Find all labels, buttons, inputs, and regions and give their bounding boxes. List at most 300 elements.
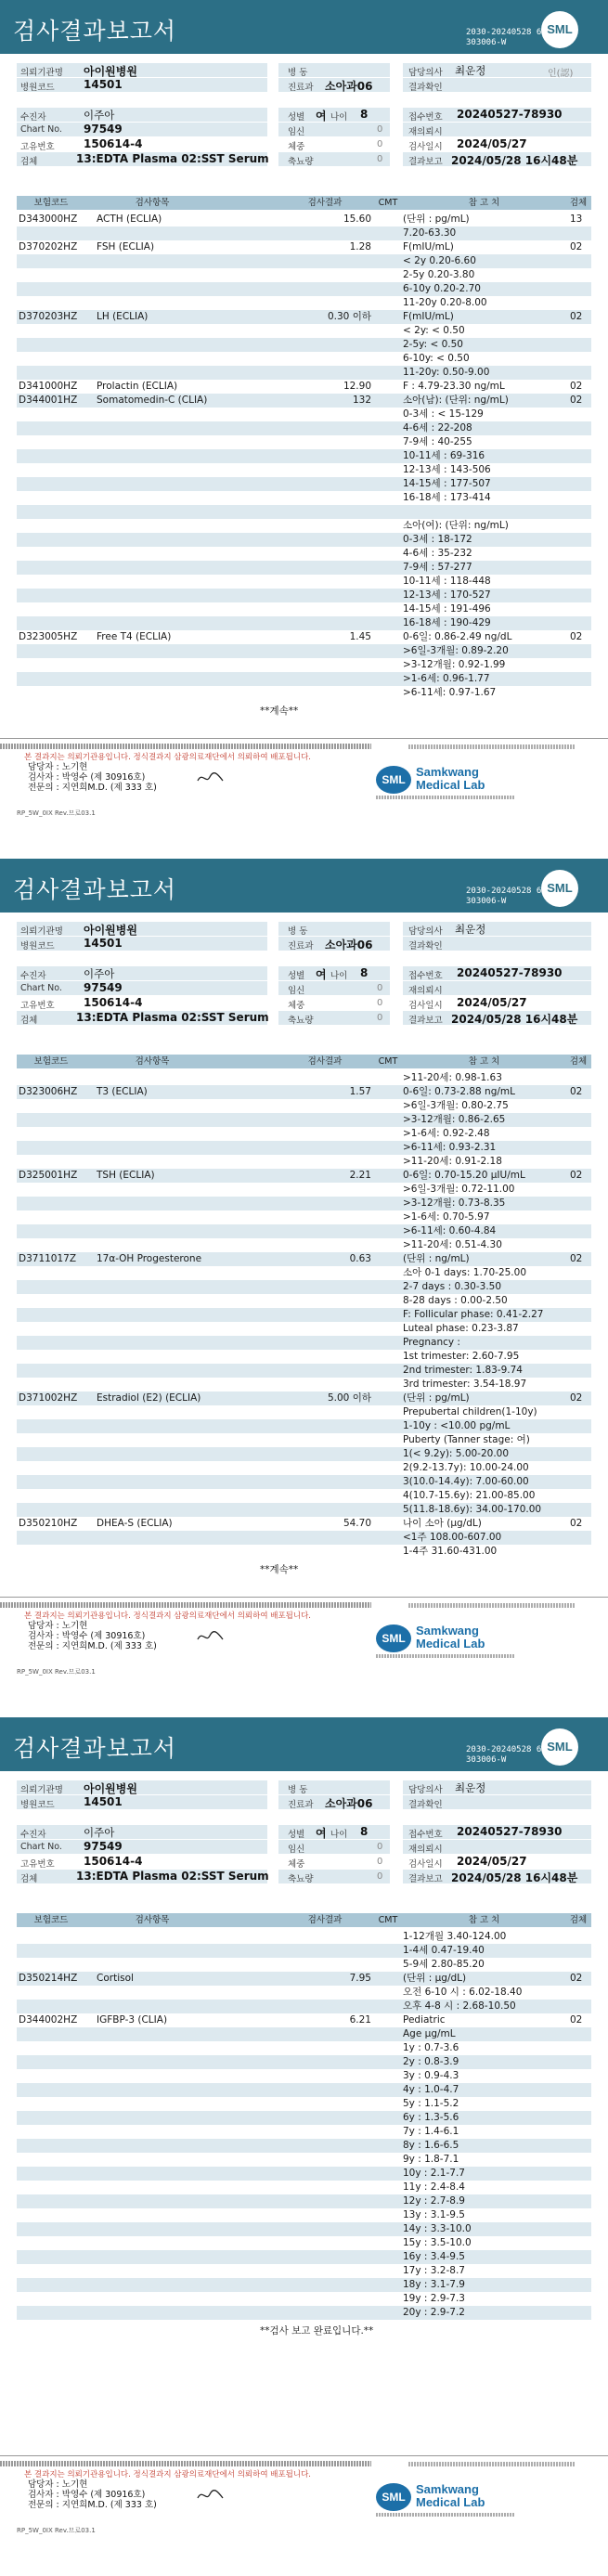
- row-reference: 17y : 3.2-8.7: [403, 2265, 465, 2276]
- row-result: 0.30 이하: [327, 311, 371, 322]
- row-result: 5.00 이하: [327, 1392, 371, 1404]
- age-value: 8: [360, 1825, 369, 1838]
- row-result: [278, 1294, 371, 1308]
- hospital-code-value: 14501: [84, 1795, 123, 1808]
- table-header-cell: 검사항목: [135, 198, 170, 208]
- row-reference: F(mIU/mL): [403, 311, 454, 322]
- table-header-cell: 참 고 치: [468, 1056, 500, 1067]
- urine-value: 0: [377, 1013, 383, 1023]
- doctor-label: 담당의사: [408, 68, 443, 78]
- footer-fineprint: [0, 744, 371, 749]
- tech-name: 노기현: [61, 1621, 88, 1631]
- lab-name: [416, 766, 485, 792]
- report-title: 검사결과보고서: [13, 876, 177, 903]
- chart-value: 97549: [84, 981, 123, 994]
- row-test-name: DHEA-S (ECLIA): [97, 1518, 173, 1529]
- row-reference: >3-12개월: 0.86-2.65: [403, 1114, 506, 1125]
- lab-name-line: Medical Lab: [416, 778, 485, 792]
- row-result: [278, 338, 371, 352]
- row-result: [278, 2292, 371, 2306]
- patient-value: 이주아: [84, 1826, 115, 1839]
- weight-value: 0: [377, 998, 383, 1008]
- row-reference: >1-6세: 0.70-5.97: [403, 1211, 490, 1223]
- row-result: [278, 1141, 371, 1155]
- table-header-cell: 보험코드: [33, 1056, 69, 1067]
- table-header-cell: 검체: [569, 1056, 588, 1067]
- row-reference: 3(10.0-14.4y): 7.00-60.00: [403, 1476, 529, 1487]
- row-result: [278, 533, 371, 547]
- row-reference: >6일-3개월: 0.89-2.20: [403, 645, 509, 656]
- specialist-row: [28, 783, 157, 793]
- signature-mark: [195, 1628, 226, 1645]
- row-reference: F : 4.79-23.30 ng/mL: [403, 381, 505, 392]
- table-header-cell: 참 고 치: [468, 198, 500, 208]
- barcode-line: 2030-20240528 6: [466, 1745, 542, 1754]
- row-result: [278, 2222, 371, 2236]
- row-reference: >3-12개월: 0.92-1.99: [403, 659, 506, 670]
- id-value: 150614-4: [84, 137, 143, 150]
- row-reference: 16-18세 : 190-429: [403, 617, 491, 628]
- doctor-value: 최운정: [455, 923, 486, 936]
- specimen-label: 검체: [20, 1016, 38, 1026]
- row-result: [278, 449, 371, 463]
- row-result: [278, 672, 371, 686]
- row-specimen-code: 02: [570, 1170, 583, 1181]
- footer-fineprint: [408, 2462, 576, 2466]
- ward-label: 병 동: [288, 68, 308, 78]
- tech-label: 담당자 :: [28, 762, 59, 772]
- receipt-label: 접수번호: [408, 971, 443, 981]
- row-result: [278, 1475, 371, 1489]
- dept-value: 소아과06: [325, 938, 373, 951]
- id-label: 고유번호: [20, 142, 55, 152]
- ward-label: 병 동: [288, 1785, 308, 1795]
- weight-value: 0: [377, 139, 383, 149]
- row-result: [278, 2236, 371, 2250]
- recheck-label: 재의뢰시: [408, 127, 443, 137]
- row-result: [278, 463, 371, 477]
- row-reference: (단위 : μg/dL): [403, 1973, 467, 1984]
- weight-value: 0: [377, 1857, 383, 1867]
- header-stripe: [17, 1825, 267, 1839]
- row-reference: Luteal phase: 0.23-3.87: [403, 1323, 519, 1334]
- hospital-value: 아이원병원: [84, 1782, 137, 1795]
- footer-divider: [0, 738, 608, 739]
- row-code: D350214HZ: [19, 1973, 78, 1984]
- row-specimen-code: 02: [570, 631, 583, 642]
- barcode-text: [466, 1745, 541, 1766]
- row-reference: 5(11.8-18.6y): 34.00-170.00: [403, 1504, 542, 1515]
- row-reference: >6-11세: 0.97-1.67: [403, 687, 497, 698]
- row-reference: 0-6일: 0.70-15.20 μIU/mL: [403, 1170, 525, 1181]
- row-reference: 오전 6-10 시 : 6.02-18.40: [403, 1987, 523, 1998]
- report-page: [0, 0, 608, 859]
- hospital-code-value: 14501: [84, 78, 123, 91]
- examiner-name: 박영수 (제 30916호): [61, 2490, 146, 2500]
- row-result: [278, 1958, 371, 1972]
- row-result: [278, 1503, 371, 1517]
- specimen-value: 13:EDTA Plasma 02:SST Serum: [76, 152, 269, 165]
- row-reference: 나이 소아 (μg/dL): [403, 1518, 482, 1529]
- row-test-name: Cortisol: [97, 1973, 134, 1984]
- signers: [28, 2479, 157, 2510]
- footer-fineprint: [0, 1602, 371, 1608]
- row-reference: 7.20-63.30: [403, 227, 457, 239]
- report-page: [0, 1717, 608, 2576]
- id-label: 고유번호: [20, 1859, 55, 1870]
- dept-value: 소아과06: [325, 1797, 373, 1810]
- row-reference: 1(< 9.2y): 5.00-20.00: [403, 1448, 510, 1459]
- hospital-value: 아이원병원: [84, 65, 137, 78]
- row-result: [278, 2083, 371, 2097]
- examiner-row: [28, 2490, 157, 2500]
- table-header-cell: 참 고 치: [468, 1915, 500, 1925]
- row-reference: 14-15세 : 191-496: [403, 603, 491, 615]
- form-id: RP_5W_0IX Rev.므로03.1: [17, 809, 96, 817]
- sex-label: 성별: [288, 971, 305, 981]
- row-result: 1.57: [349, 1086, 371, 1097]
- row-reference: 3y : 0.9-4.3: [403, 2070, 459, 2081]
- row-code: D344002HZ: [19, 2014, 78, 2026]
- table-header-cell: 검체: [569, 1915, 588, 1925]
- exam-value: 2024/05/27: [457, 1855, 527, 1868]
- report-label: 결과보고: [408, 1016, 443, 1026]
- lab-name-line: Samkwang: [416, 765, 479, 779]
- preg-label: 임신: [288, 986, 305, 996]
- examiner-label: 검사자 :: [28, 772, 59, 783]
- row-reference: 12-13세 : 143-506: [403, 464, 491, 475]
- row-reference: >11-20세: 0.91-2.18: [403, 1156, 502, 1167]
- row-test-name: ACTH (ECLIA): [97, 214, 162, 225]
- row-specimen-code: 02: [570, 2014, 583, 2026]
- examiner-row: [28, 1631, 157, 1641]
- table-header-cell: CMT: [378, 1056, 398, 1067]
- lab-logo-mark: SML: [376, 2483, 411, 2511]
- row-result: [278, 1930, 371, 1944]
- row-result: [278, 1071, 371, 1085]
- row-result: [278, 2000, 371, 2013]
- row-reference: <1주 108.00-607.00: [403, 1532, 502, 1543]
- sml-logo: SML: [541, 1728, 578, 1766]
- row-result: [278, 477, 371, 491]
- sex-value: 여: [316, 110, 327, 123]
- barcode-line: 303006-W: [466, 38, 507, 47]
- receipt-value: 20240527-78930: [457, 108, 563, 121]
- row-result: [278, 2027, 371, 2041]
- row-reference: 5y : 1.1-5.2: [403, 2098, 459, 2109]
- doctor-label: 담당의사: [408, 926, 443, 937]
- barcode-text: [466, 887, 541, 907]
- row-result: [278, 1489, 371, 1503]
- exam-label: 검사일시: [408, 1001, 443, 1011]
- age-label: 나이: [330, 971, 348, 981]
- lab-logo-mark: SML: [376, 1625, 411, 1652]
- row-result: [278, 2278, 371, 2292]
- row-reference: 1y : 0.7-3.6: [403, 2042, 459, 2053]
- row-result: [278, 1986, 371, 2000]
- row-result: [278, 1433, 371, 1447]
- row-reference: 20y : 2.9-7.2: [403, 2307, 465, 2318]
- row-code: D3711017Z: [19, 1253, 77, 1264]
- exam-label: 검사일시: [408, 1859, 443, 1870]
- row-test-name: IGFBP-3 (CLIA): [97, 2014, 168, 2026]
- hospital-code-label: 병원코드: [20, 1800, 55, 1810]
- barcode-line: 2030-20240528 6: [466, 887, 542, 896]
- row-reference: 1-10y : <10.00 pg/mL: [403, 1420, 511, 1431]
- signature-mark: [195, 2487, 226, 2504]
- patient-label: 수진자: [20, 971, 46, 981]
- footer-fineprint: [0, 2461, 371, 2466]
- row-result: [278, 1378, 371, 1392]
- row-reference: 소아 0-1 days: 1.70-25.00: [403, 1267, 526, 1278]
- row-code: D343000HZ: [19, 214, 78, 225]
- sml-logo: SML: [541, 870, 578, 907]
- preg-value: 0: [377, 1842, 383, 1852]
- row-code: D371002HZ: [19, 1392, 78, 1404]
- row-reference: 0-3세 : 18-172: [403, 534, 472, 545]
- row-result: [278, 2111, 371, 2125]
- row-reference: 0-6일: 0.86-2.49 ng/dL: [403, 631, 512, 642]
- row-specimen-code: 02: [570, 395, 583, 406]
- row-result: [278, 1364, 371, 1378]
- row-reference: 5-9세 2.80-85.20: [403, 1959, 485, 1970]
- row-reference: 2-7 days : 0.30-3.50: [403, 1281, 502, 1292]
- report-end-text: **계속**: [260, 705, 299, 717]
- row-reference: 10-11세 : 118-448: [403, 576, 491, 587]
- dept-value: 소아과06: [325, 80, 373, 93]
- row-result: 2.21: [349, 1170, 371, 1181]
- sex-label: 성별: [288, 112, 305, 123]
- row-result: [278, 1183, 371, 1197]
- row-result: [278, 2181, 371, 2194]
- table-header-cell: 검사결과: [307, 1056, 343, 1067]
- row-result: [278, 421, 371, 435]
- row-result: 15.60: [343, 214, 371, 225]
- specimen-value: 13:EDTA Plasma 02:SST Serum: [76, 1870, 269, 1883]
- hospital-label: 의뢰기관명: [20, 1785, 63, 1795]
- row-reference: >6일-3개월: 0.80-2.75: [403, 1100, 509, 1111]
- row-test-name: Prolactin (ECLIA): [97, 381, 178, 392]
- row-reference: Pregnancy :: [403, 1337, 460, 1348]
- preg-label: 임신: [288, 127, 305, 137]
- confirm-label: 결과확인: [408, 941, 443, 951]
- row-result: [278, 547, 371, 561]
- chart-label: Chart No.: [20, 124, 62, 135]
- row-result: [278, 2097, 371, 2111]
- row-reference: 3rd trimester: 3.54-18.97: [403, 1379, 527, 1390]
- row-result: [278, 1531, 371, 1545]
- urine-label: 축뇨량: [288, 1016, 314, 1026]
- row-result: [278, 268, 371, 282]
- row-result: [278, 1447, 371, 1461]
- report-value: 2024/05/28 16시48분: [451, 1013, 578, 1026]
- examiner-name: 박영수 (제 30916호): [61, 1631, 146, 1641]
- row-test-name: T3 (ECLIA): [97, 1086, 148, 1097]
- signature-mark: [195, 770, 226, 786]
- row-reference: 2(9.2-13.7y): 10.00-24.00: [403, 1462, 529, 1473]
- hospital-label: 의뢰기관명: [20, 68, 63, 78]
- lab-name-line: Medical Lab: [416, 2495, 485, 2509]
- row-reference: 소아(남): (단위: ng/mL): [403, 395, 509, 406]
- exam-value: 2024/05/27: [457, 137, 527, 150]
- row-result: [278, 352, 371, 366]
- sex-value: 여: [316, 1827, 327, 1840]
- row-result: [278, 1308, 371, 1322]
- row-reference: 10-11세 : 69-316: [403, 450, 485, 461]
- confirm-label: 결과확인: [408, 83, 443, 93]
- row-specimen-code: 02: [570, 1518, 583, 1529]
- examiner-row: [28, 772, 157, 783]
- row-result: [278, 575, 371, 589]
- specialist-name: 지연희M.D. (제 333 호): [61, 783, 157, 793]
- receipt-label: 접수번호: [408, 112, 443, 123]
- hospital-code-label: 병원코드: [20, 941, 55, 951]
- row-reference: 8y : 1.6-6.5: [403, 2140, 459, 2151]
- row-reference: 6y : 1.3-5.6: [403, 2112, 459, 2123]
- confirm-label: 결과확인: [408, 1800, 443, 1810]
- ward-label: 병 동: [288, 926, 308, 937]
- doctor-value: 최운정: [455, 1781, 486, 1794]
- row-result: [278, 2250, 371, 2264]
- row-test-name: FSH (ECLIA): [97, 241, 155, 252]
- lab-name: [416, 1625, 485, 1650]
- footer-divider: [0, 1597, 608, 1598]
- report-end-text: **검사 보고 완료입니다.**: [260, 2325, 374, 2337]
- row-result: [278, 616, 371, 630]
- row-reference: 11-20y: 0.50-9.00: [403, 367, 490, 378]
- row-reference: 1-4주 31.60-431.00: [403, 1546, 498, 1557]
- row-reference: F(mIU/mL): [403, 241, 454, 252]
- hospital-code-value: 14501: [84, 937, 123, 950]
- row-result: [278, 1545, 371, 1559]
- row-result: [278, 2125, 371, 2139]
- form-id: RP_5W_0IX Rev.므로03.1: [17, 2527, 96, 2534]
- row-result: [278, 505, 371, 519]
- tech-row: [28, 1621, 157, 1631]
- chart-label: Chart No.: [20, 1842, 62, 1852]
- row-result: [278, 491, 371, 505]
- row-result: [278, 1127, 371, 1141]
- report-page: [0, 859, 608, 1717]
- barcode-line: 303006-W: [466, 1755, 507, 1765]
- weight-label: 체중: [288, 1859, 305, 1870]
- age-value: 8: [360, 966, 369, 979]
- row-specimen-code: 02: [570, 241, 583, 252]
- row-result: [278, 227, 371, 240]
- row-result: [278, 2194, 371, 2208]
- row-result: [278, 1155, 371, 1169]
- row-test-name: 17α-OH Progesterone: [97, 1253, 202, 1264]
- row-reference: 11y : 2.4-8.4: [403, 2181, 465, 2193]
- row-code: D323005HZ: [19, 631, 78, 642]
- chart-value: 97549: [84, 123, 123, 136]
- dept-label: 진료과: [288, 941, 314, 951]
- row-result: 12.90: [343, 381, 371, 392]
- row-code: D323006HZ: [19, 1086, 78, 1097]
- row-reference: 6-10y: < 0.50: [403, 353, 470, 364]
- report-value: 2024/05/28 16시48분: [451, 1871, 578, 1884]
- row-code: D344001HZ: [19, 395, 78, 406]
- row-reference: >11-20세: 0.51-4.30: [403, 1239, 502, 1250]
- row-reference: 12-13세 : 170-527: [403, 589, 491, 601]
- report-value: 2024/05/28 16시48분: [451, 154, 578, 167]
- table-header-cell: CMT: [378, 198, 398, 208]
- row-code: D370202HZ: [19, 241, 78, 252]
- row-result: [278, 589, 371, 602]
- form-id: RP_5W_0IX Rev.므로03.1: [17, 1668, 96, 1676]
- signers: [28, 1621, 157, 1651]
- header-stripe: [17, 108, 267, 122]
- row-reference: 1st trimester: 2.60-7.95: [403, 1351, 520, 1362]
- age-label: 나이: [330, 1830, 348, 1840]
- report-label: 결과보고: [408, 1874, 443, 1884]
- row-result: [278, 2306, 371, 2320]
- tech-name: 노기현: [61, 762, 88, 772]
- row-result: 1.45: [349, 631, 371, 642]
- urine-label: 축뇨량: [288, 1874, 314, 1884]
- row-code: D341000HZ: [19, 381, 78, 392]
- row-reference: < 2y: < 0.50: [403, 325, 465, 336]
- dept-label: 진료과: [288, 83, 314, 93]
- row-specimen-code: 02: [570, 1253, 583, 1264]
- row-result: [278, 1405, 371, 1419]
- table-header-cell: 검사결과: [307, 1915, 343, 1925]
- lab-address-fineprint: [376, 796, 515, 799]
- row-result: [278, 1210, 371, 1224]
- row-result: [278, 686, 371, 700]
- lab-name-line: Samkwang: [416, 1624, 479, 1638]
- row-reference: >1-6세: 0.96-1.77: [403, 673, 490, 684]
- age-value: 8: [360, 108, 369, 121]
- lab-address-fineprint: [376, 2513, 515, 2517]
- specialist-row: [28, 1641, 157, 1651]
- row-reference: 4y : 1.0-4.7: [403, 2084, 459, 2095]
- row-reference: 1-4세 0.47-19.40: [403, 1945, 485, 1956]
- specialist-label: 전문의 :: [28, 2500, 59, 2510]
- row-reference: 10y : 2.1-7.7: [403, 2168, 465, 2179]
- table-header-cell: CMT: [378, 1915, 398, 1925]
- row-reference: 9y : 1.8-7.1: [403, 2154, 459, 2165]
- row-result: 54.70: [343, 1518, 371, 1529]
- tech-label: 담당자 :: [28, 1621, 59, 1631]
- row-reference: 0-3세 : < 15-129: [403, 408, 484, 420]
- row-reference: (단위 : ng/mL): [403, 1253, 470, 1264]
- specialist-label: 전문의 :: [28, 1641, 59, 1651]
- urine-value: 0: [377, 1871, 383, 1882]
- row-test-name: LH (ECLIA): [97, 311, 149, 322]
- table-header-cell: 검사항목: [135, 1915, 170, 1925]
- specialist-name: 지연희M.D. (제 333 호): [61, 1641, 157, 1651]
- row-reference: 2y : 0.8-3.9: [403, 2056, 459, 2067]
- row-reference: 4-6세 : 35-232: [403, 548, 472, 559]
- row-reference: >11-20세: 0.98-1.63: [403, 1072, 502, 1083]
- report-end-text: **계속**: [260, 1564, 299, 1575]
- preg-value: 0: [377, 983, 383, 993]
- row-result: [278, 435, 371, 449]
- row-result: [278, 2153, 371, 2167]
- row-reference: 소아(여): (단위: ng/mL): [403, 520, 509, 531]
- row-test-name: Estradiol (E2) (ECLIA): [97, 1392, 201, 1404]
- barcode-line: 303006-W: [466, 897, 507, 906]
- row-reference: 18y : 3.1-7.9: [403, 2279, 465, 2290]
- row-result: [278, 644, 371, 658]
- row-result: [278, 1113, 371, 1127]
- row-reference: 19y : 2.9-7.3: [403, 2293, 465, 2304]
- row-specimen-code: 13: [570, 214, 583, 225]
- row-reference: 오후 4-8 시 : 2.68-10.50: [403, 2000, 516, 2012]
- row-reference: 16-18세 : 173-414: [403, 492, 491, 503]
- row-reference: 2nd trimester: 1.83-9.74: [403, 1365, 523, 1376]
